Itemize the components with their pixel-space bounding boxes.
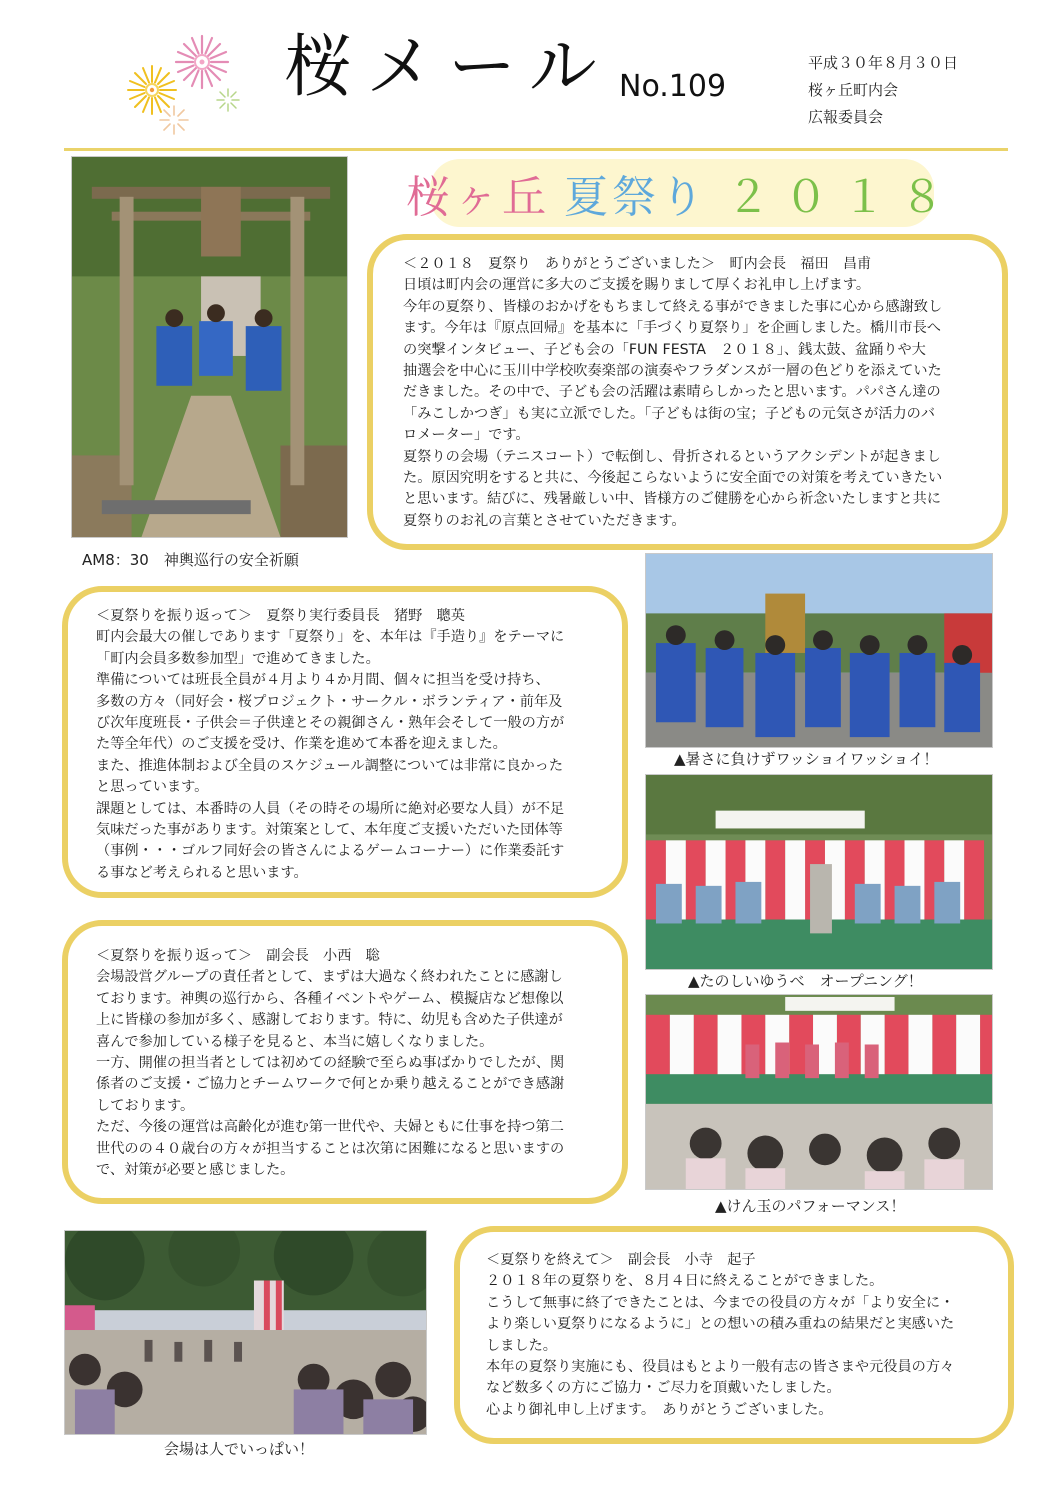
chairman-message-heading: ＜２０１８ 夏祭り ありがとうございました＞ 町内会長 福田 昌甫 (403, 256, 872, 272)
crowd-caption: 会場は人でいっぱい！ (164, 1440, 315, 1458)
message-line: しております。 (96, 1097, 195, 1114)
message-line: と思います。結びに、残暑厳しい中、皆様方のご健勝を心から祈念いたしますと共に (403, 491, 941, 508)
crowd-photo (64, 1230, 427, 1435)
message-line: 会場設営グループの責任者として、まずは大過なく終われたことに感謝し (96, 969, 563, 986)
issue-number: No.109 (619, 69, 727, 104)
message-line: ます。今年は『原点回帰』を基本に「手づくり夏祭り」を企画しました。橋川市長へ (403, 320, 941, 337)
message-line: 準備については班長全員が４月より４か月間、個々に担当を受け持ち、 (96, 672, 550, 689)
message-line: 心より御礼申し上げます。 ありがとうございました。 (486, 1401, 833, 1418)
mikoshi-photo (645, 553, 993, 748)
message-line: 抽選会を中心に玉川中学校吹奏楽部の演奏やフラダンスが一層の色どりを添えていた (403, 363, 942, 380)
event-title-part1: 桜ヶ丘 (406, 172, 550, 223)
committee: 広報委員会 (808, 108, 884, 126)
message-line: 町内会最大の催しであります「夏祭り」を、本年は『手造り』をテーマに (96, 629, 565, 646)
message-line: で、対策が必要と感じました。 (96, 1162, 295, 1179)
shrine-caption: AM8：30 神輿巡行の安全祈願 (82, 551, 299, 569)
message-line: と思っています。 (96, 779, 209, 796)
message-line: より楽しい夏祭りになるように」との想いの積み重ねの結果だと実感いた (486, 1316, 955, 1333)
event-title-part3: ２０１８ (726, 172, 958, 223)
newsletter-title: 桜メール (284, 28, 611, 107)
message-line: しました。 (486, 1337, 557, 1354)
message-line: 世代のの４０歳台の方々が担当することは次第に困難になると思いますの (96, 1140, 565, 1157)
event-title-part2: 夏祭り (564, 172, 708, 223)
message-line: 一方、開催の担当者としては初めての経験で至らぬ事ばかりでしたが、関 (96, 1055, 565, 1072)
message-line: た等全年代）のご支援を受け、作業を進めて本番を迎えました。 (96, 736, 507, 753)
message-line: こうして無事に終了できたことは、今までの役員の方々が「より安全に・ (486, 1294, 955, 1311)
header-divider (64, 148, 1008, 151)
event-title-banner (406, 159, 958, 227)
kendama-caption: ▲けん玉のパフォーマンス！ (715, 1197, 906, 1215)
message-line: 夏祭りの会場（テニスコート）で転倒し、骨折されるというアクシデントが起きまし (403, 448, 941, 465)
message-line: 今年の夏祭り、皆様のおかげをもちまして終える事ができました事に心から感謝致し (403, 298, 943, 315)
message-line: 気味だった事があります。対策案として、本年度ご支援いただいた団体等 (96, 822, 563, 839)
vice-chair-kodera-message-box (454, 1226, 1014, 1444)
chairman-message-box (367, 234, 1008, 550)
message-line: 夏祭りのお礼の言葉とさせていただきます。 (403, 512, 686, 529)
message-line: 多数の方々（同好会・桜プロジェクト・サークル・ボランティア・前年及 (96, 693, 563, 710)
message-line: 日頃は町内会の運営に多大のご支援を賜りまして厚くお礼申し上げます。 (403, 277, 871, 294)
message-line: ております。神輿の巡行から、各種イベントやゲーム、模擬店など想像以 (96, 990, 564, 1007)
message-line: 課題としては、本番時の人員（その時その場所に絶対必要な人員）が不足 (96, 800, 565, 817)
message-line: ２０１８年の夏祭りを、８月４日に終えることができました。 (486, 1273, 884, 1290)
message-line: ロメーター」です。 (403, 427, 530, 444)
vice-chair-konishi-message-box (62, 920, 628, 1204)
committee-chair-heading: ＜夏祭りを振り返って＞ 夏祭り実行委員長 猪野 聰英 (96, 608, 465, 624)
message-line: び次年度班長・子供会＝子供達とその親御さん・熟年会そして一般の方が (96, 715, 565, 732)
opening-caption: ▲たのしいゆうべ オープニング！ (688, 972, 923, 990)
kendama-photo (645, 994, 993, 1190)
vice-chair-konishi-heading: ＜夏祭りを振り返って＞ 副会長 小西 聡 (96, 948, 380, 964)
message-line: 係者のご支援・ご協力とチームワークで何とか乗り越えることができ感謝 (96, 1076, 565, 1093)
message-line: 「町内会員多数参加型」で進めてきました。 (96, 650, 380, 667)
message-line: （事例・・・ゴルフ同好会の皆さんによるゲームコーナー）に作業委託す (96, 843, 565, 860)
message-line: た。原因究明をすると共に、今後起こらないように安全面での対策を考えていきたい (403, 470, 943, 487)
message-line: ただ、今後の運営は高齢化が進む第一世代や、夫婦ともに仕事を持つ第二 (96, 1119, 564, 1136)
vice-chair-kodera-heading: ＜夏祭りを終えて＞ 副会長 小寺 起子 (486, 1252, 756, 1268)
message-line: また、推進体制および全員のスケジュール調整については非常に良かった (96, 757, 564, 774)
publish-info (808, 50, 958, 131)
publisher: 桜ヶ丘町内会 (808, 81, 899, 99)
message-line: だきました。その中で、子ども会の活躍は素晴らしかったと思います。パパさん達の (403, 384, 941, 401)
message-line: 本年の夏祭り実施にも、役員はもとより一般有志の皆さまや元役員の方々 (486, 1359, 955, 1376)
message-line: 「みこしかつぎ」も実に立派でした。「子どもは街の宝；子どもの元気さが活力のバ (403, 405, 936, 422)
message-line: る事など考えられると思います。 (96, 864, 308, 881)
message-line: など数多くの方にご協力・ご尽力を頂戴いたしました。 (486, 1380, 841, 1397)
message-line: の突撃インタビュー、子ども会の「FUN FESTA ２０１８」、銭太鼓、盆踊りや大 (403, 341, 926, 358)
message-line: 喜んで参加している様子を見ると、本当に嬉しくなりました。 (96, 1033, 494, 1050)
committee-chair-message-box (62, 586, 628, 898)
publish-date: 平成３０年８月３０日 (808, 54, 959, 72)
shrine-photo (71, 156, 348, 538)
mikoshi-caption: ▲暑さに負けずワッショイワッショイ！ (674, 750, 939, 768)
opening-photo (645, 774, 993, 970)
message-line: 上に皆様の参加が多く、感謝しております。特に、幼児も含めた子供達が (96, 1012, 563, 1029)
firework-logo-icon (108, 28, 248, 136)
